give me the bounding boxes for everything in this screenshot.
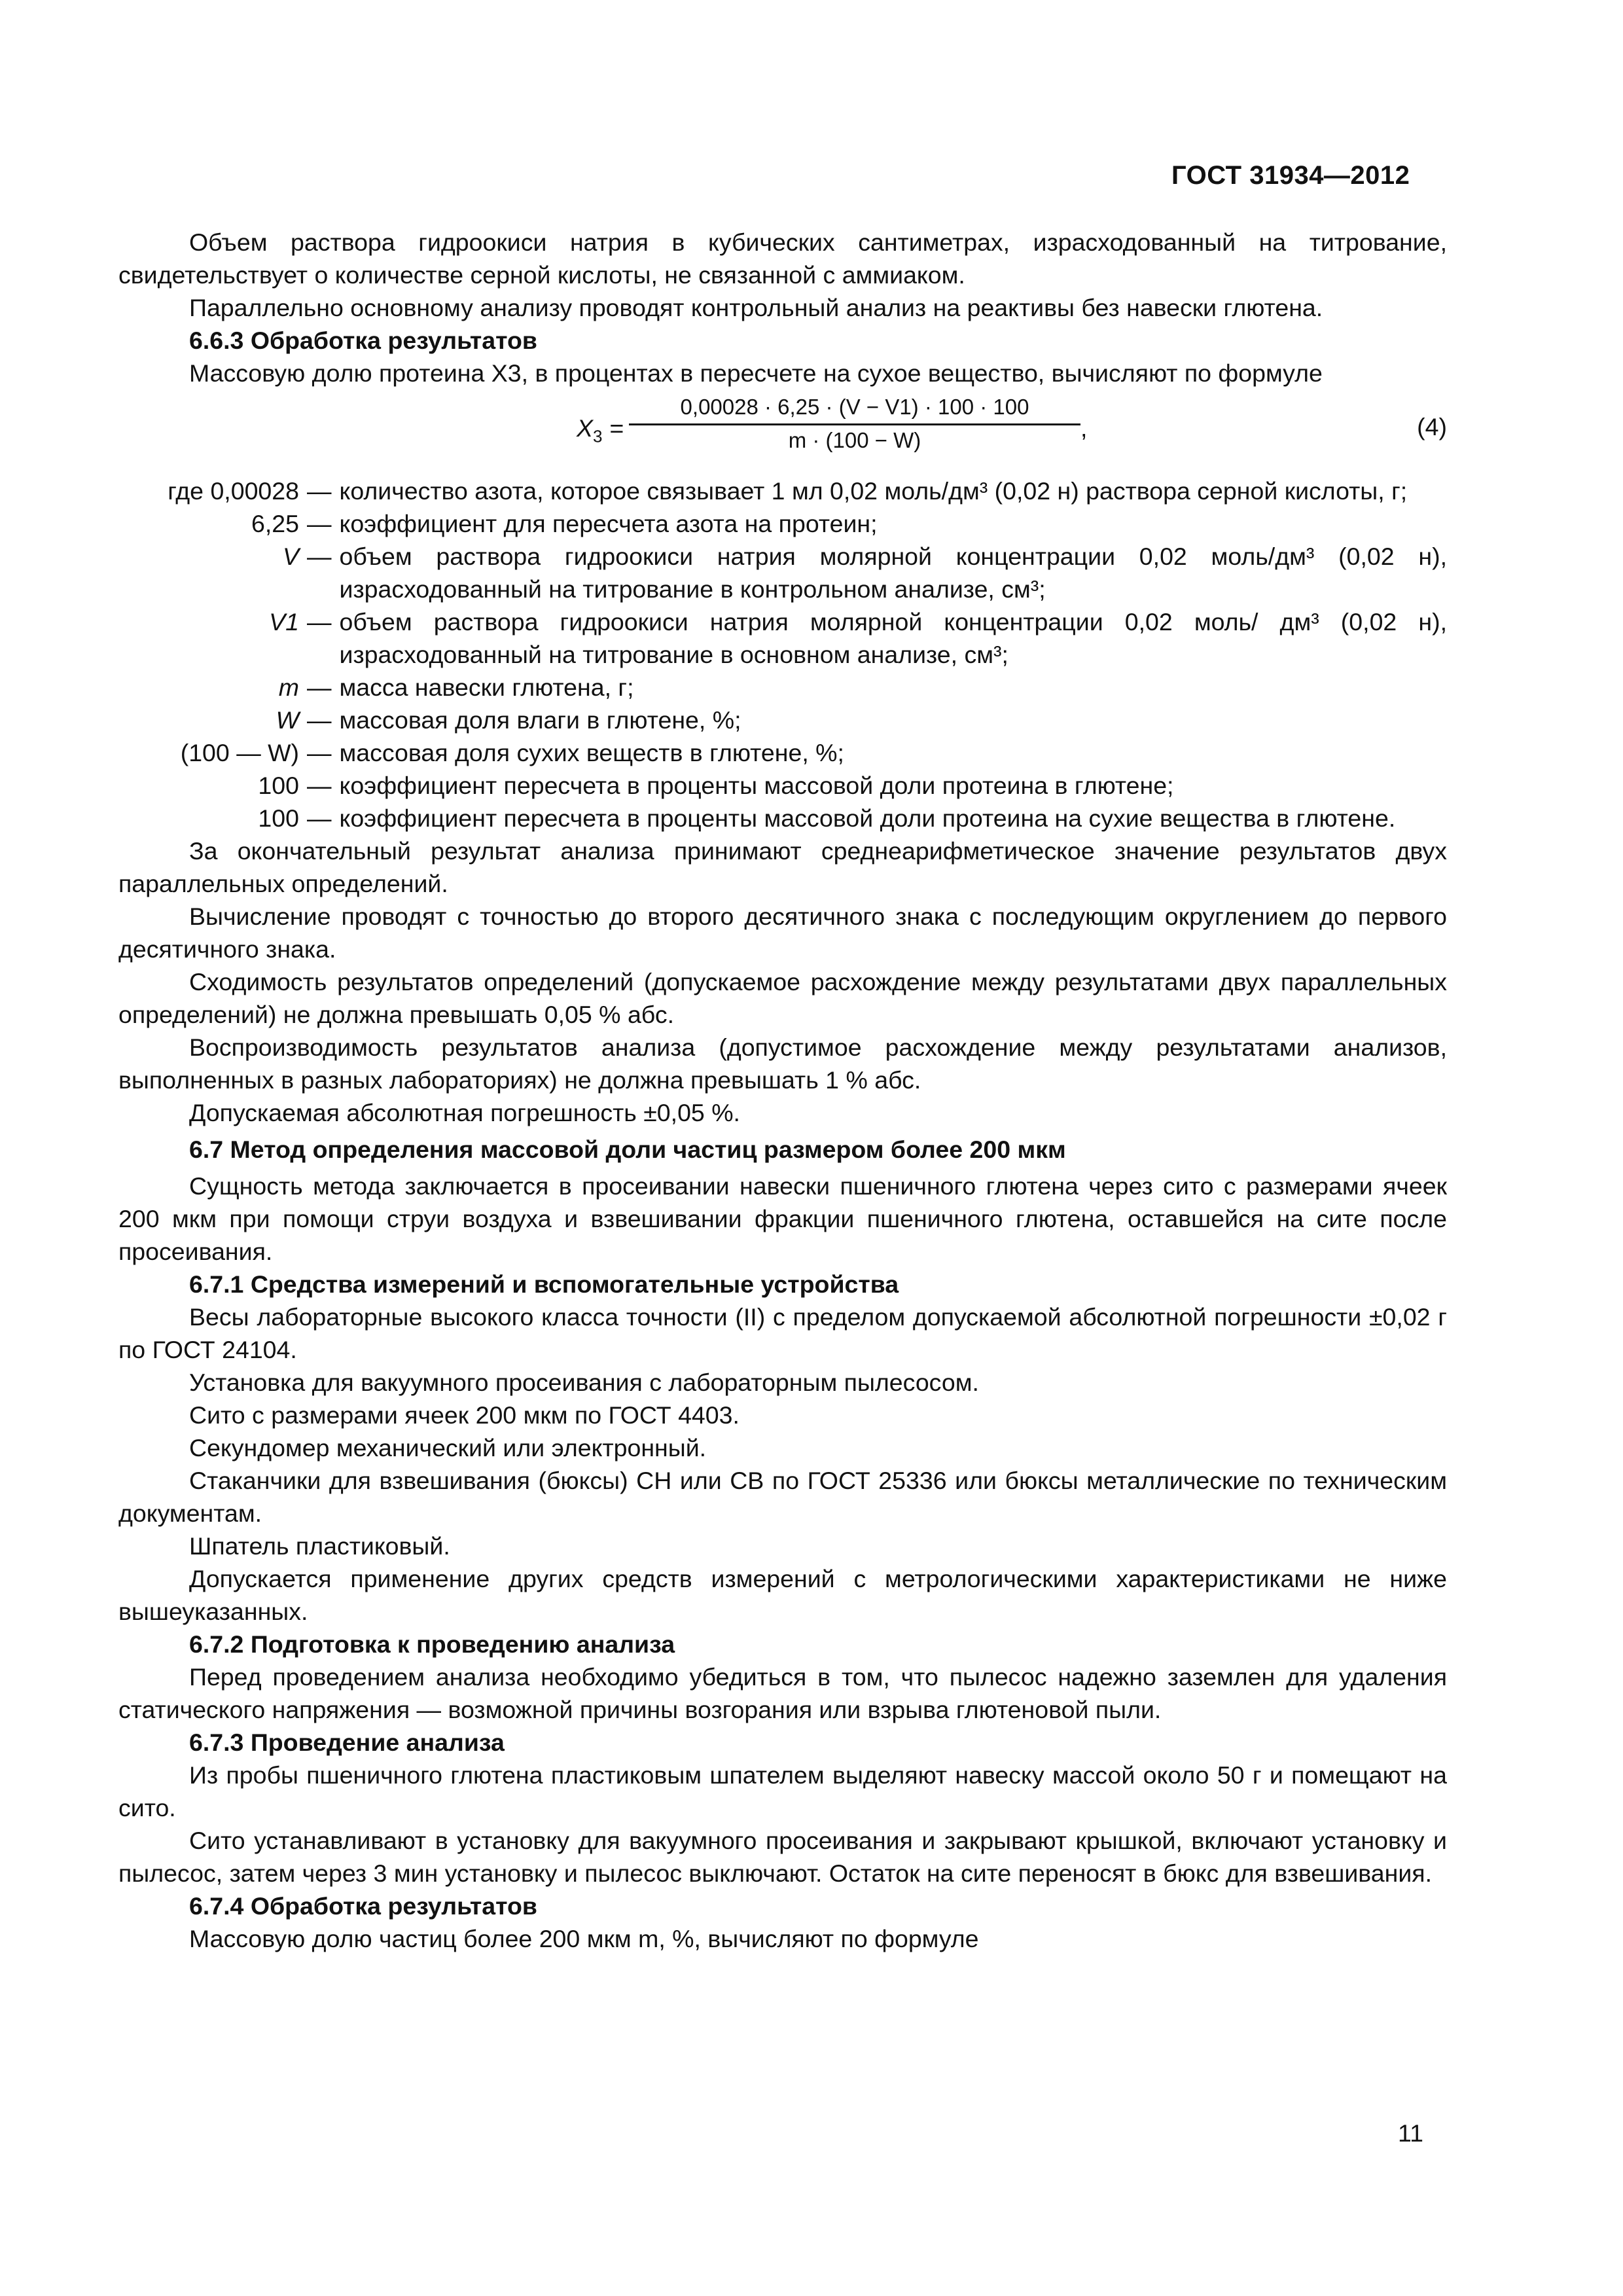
paragraph: Допускается применение других средств измерений с метрологическими характеристиками не ниже вышеуказанных.: [118, 1565, 1447, 1625]
definition-row: [118, 507, 1447, 540]
definitions-list: [118, 475, 1447, 834]
formula-denominator: m · (100 − W): [788, 428, 921, 452]
paragraph: Весы лабораторные высокого класса точности (II) с пределом допускаемой абсолютной погрешности ±0,02 г по ГОСТ 24104.: [118, 1303, 1447, 1363]
paragraph: Шпатель пластиковый.: [189, 1532, 450, 1560]
section-heading-6-6-3: 6.6.3 Обработка результатов: [189, 327, 537, 354]
paragraph: Установка для вакуумного просеивания с лабораторным пылесосом.: [189, 1369, 979, 1396]
formula-comma: ,: [1080, 414, 1088, 442]
formula-number: (4): [1417, 413, 1447, 440]
definition-symbol: 100: [258, 772, 299, 799]
definition-row: [118, 802, 1447, 834]
definition-text: массовая доля влаги в глютене, %;: [339, 706, 741, 734]
paragraph: Объем раствора гидроокиси натрия в кубических сантиметрах, израсходованный на титрование, свидетельствует о количестве серной кислоты, не связанной с аммиаком.: [118, 228, 1447, 289]
section-heading-6-7: 6.7 Метод определения массовой доли частиц размером более 200 мкм: [189, 1136, 1066, 1163]
definition-symbol: 100: [258, 804, 299, 832]
definition-dash: —: [307, 510, 332, 537]
paragraph: Сходимость результатов определений (допускаемое расхождение между результатами двух параллельных определений) не должна превышать 0,05 % абс.: [118, 968, 1447, 1028]
definition-dash: —: [307, 608, 332, 636]
paragraph: Массовую долю протеина X3, в процентах в пересчете на сухое вещество, вычисляют по формуле: [189, 359, 1323, 387]
paragraph: Сито с размерами ячеек 200 мкм по ГОСТ 4403.: [189, 1401, 740, 1429]
paragraph: Сущность метода заключается в просеивании навески пшеничного глютена через сито с размерами ячеек 200 мкм при помощи струи воздуха и взвешивании фракции пшеничного глютена, оставшейся на сите после просеивания.: [118, 1172, 1447, 1265]
paragraph: Перед проведением анализа необходимо убедиться в том, что пылесос надежно заземлен для удаления статического напряжения — возможной причины возгорания или взрыва глютеновой пыли.: [118, 1663, 1447, 1723]
definition-symbol: V1: [269, 608, 299, 636]
paragraph: Стаканчики для взвешивания (бюксы) СН или СВ по ГОСТ 25336 или бюксы металлические по техническим документам.: [118, 1467, 1447, 1527]
paragraph: Вычисление проводят с точностью до второго десятичного знака с последующим округлением до первого десятичного знака.: [118, 903, 1447, 963]
definition-text: коэффициент пересчета в проценты массовой доли протеина в глютене;: [339, 772, 1174, 799]
definition-dash: —: [307, 772, 332, 799]
definition-dash: —: [307, 706, 332, 734]
paragraph: Из пробы пшеничного глютена пластиковым шпателем выделяют навеску массой около 50 г и помещают на сито.: [118, 1761, 1447, 1821]
definition-row: [118, 671, 1447, 704]
paragraph: Секундомер механический или электронный.: [189, 1434, 707, 1462]
definition-text: коэффициент для пересчета азота на протеин;: [339, 510, 878, 537]
definition-symbol: 6,25: [251, 510, 299, 537]
paragraph: Параллельно основному анализу проводят контрольный анализ на реактивы без навески глютена.: [189, 294, 1323, 321]
definition-row: [118, 475, 1447, 507]
definition-row: [118, 540, 1447, 605]
definition-dash: —: [307, 739, 332, 766]
definition-text: количество азота, которое связывает 1 мл 0,02 моль/дм³ (0,02 н) раствора серной кислоты, г;: [339, 477, 1408, 505]
definition-symbol: W: [276, 706, 299, 734]
definition-dash: —: [307, 477, 332, 505]
definition-row: [118, 704, 1447, 736]
formula-lhs: $X_3$ =: [577, 414, 624, 446]
definition-row: [118, 736, 1447, 769]
section-heading-6-7-4: 6.7.4 Обработка результатов: [189, 1892, 537, 1920]
formula-4: [118, 392, 1447, 465]
definition-row: [118, 605, 1447, 671]
paragraph: Массовую долю частиц более 200 мкм m, %, вычисляют по формуле: [189, 1925, 979, 1952]
definition-text: коэффициент пересчета в проценты массовой доли протеина на сухие вещества в глютене.: [339, 804, 1396, 832]
page-content: [118, 226, 1447, 1955]
definition-text: объем раствора гидроокиси натрия молярной концентрации 0,02 моль/ дм³ (0,02 н), израсходованный на титрование в основном анализе, см³;: [339, 608, 1447, 668]
paragraph: Допускаемая абсолютная погрешность ±0,05 %.: [189, 1099, 740, 1126]
document-code-header: ГОСТ 31934—2012: [1171, 161, 1410, 190]
page-number: 11: [1398, 2119, 1423, 2147]
definition-symbol: V: [282, 543, 299, 570]
definition-text: объем раствора гидроокиси натрия молярной концентрации 0,02 моль/дм³ (0,02 н), израсходованный на титрование в контрольном анализе, см³;: [339, 543, 1447, 603]
definition-symbol: m: [278, 673, 299, 701]
definition-symbol: где 0,00028: [168, 477, 299, 505]
formula-fraction: [629, 392, 1080, 456]
definition-symbol: (100 — W): [180, 739, 299, 766]
paragraph: За окончательный результат анализа принимают среднеарифметическое значение результатов двух параллельных определений.: [118, 837, 1447, 897]
formula-numerator: 0,00028 · 6,25 · (V − V1) · 100 · 100: [629, 392, 1080, 425]
section-heading-6-7-2: 6.7.2 Подготовка к проведению анализа: [189, 1630, 675, 1658]
definition-dash: —: [307, 543, 332, 570]
paragraph: Воспроизводимость результатов анализа (допустимое расхождение между результатами анализов, выполненных в разных лабораториях) не должна превышать 1 % абс.: [118, 1033, 1447, 1094]
definition-dash: —: [307, 804, 332, 832]
definition-text: масса навески глютена, г;: [339, 673, 634, 701]
definition-dash: —: [307, 673, 332, 701]
section-heading-6-7-1: 6.7.1 Средства измерений и вспомогательные устройства: [189, 1270, 899, 1298]
definition-row: [118, 769, 1447, 802]
section-heading-6-7-3: 6.7.3 Проведение анализа: [189, 1729, 505, 1756]
paragraph: Сито устанавливают в установку для вакуумного просеивания и закрывают крышкой, включают установку и пылесос, затем через 3 мин установку и пылесос выключают. Остаток на сите переносят в бюкс для взвешивания.: [118, 1827, 1447, 1887]
definition-text: массовая доля сухих веществ в глютене, %;: [339, 739, 844, 766]
